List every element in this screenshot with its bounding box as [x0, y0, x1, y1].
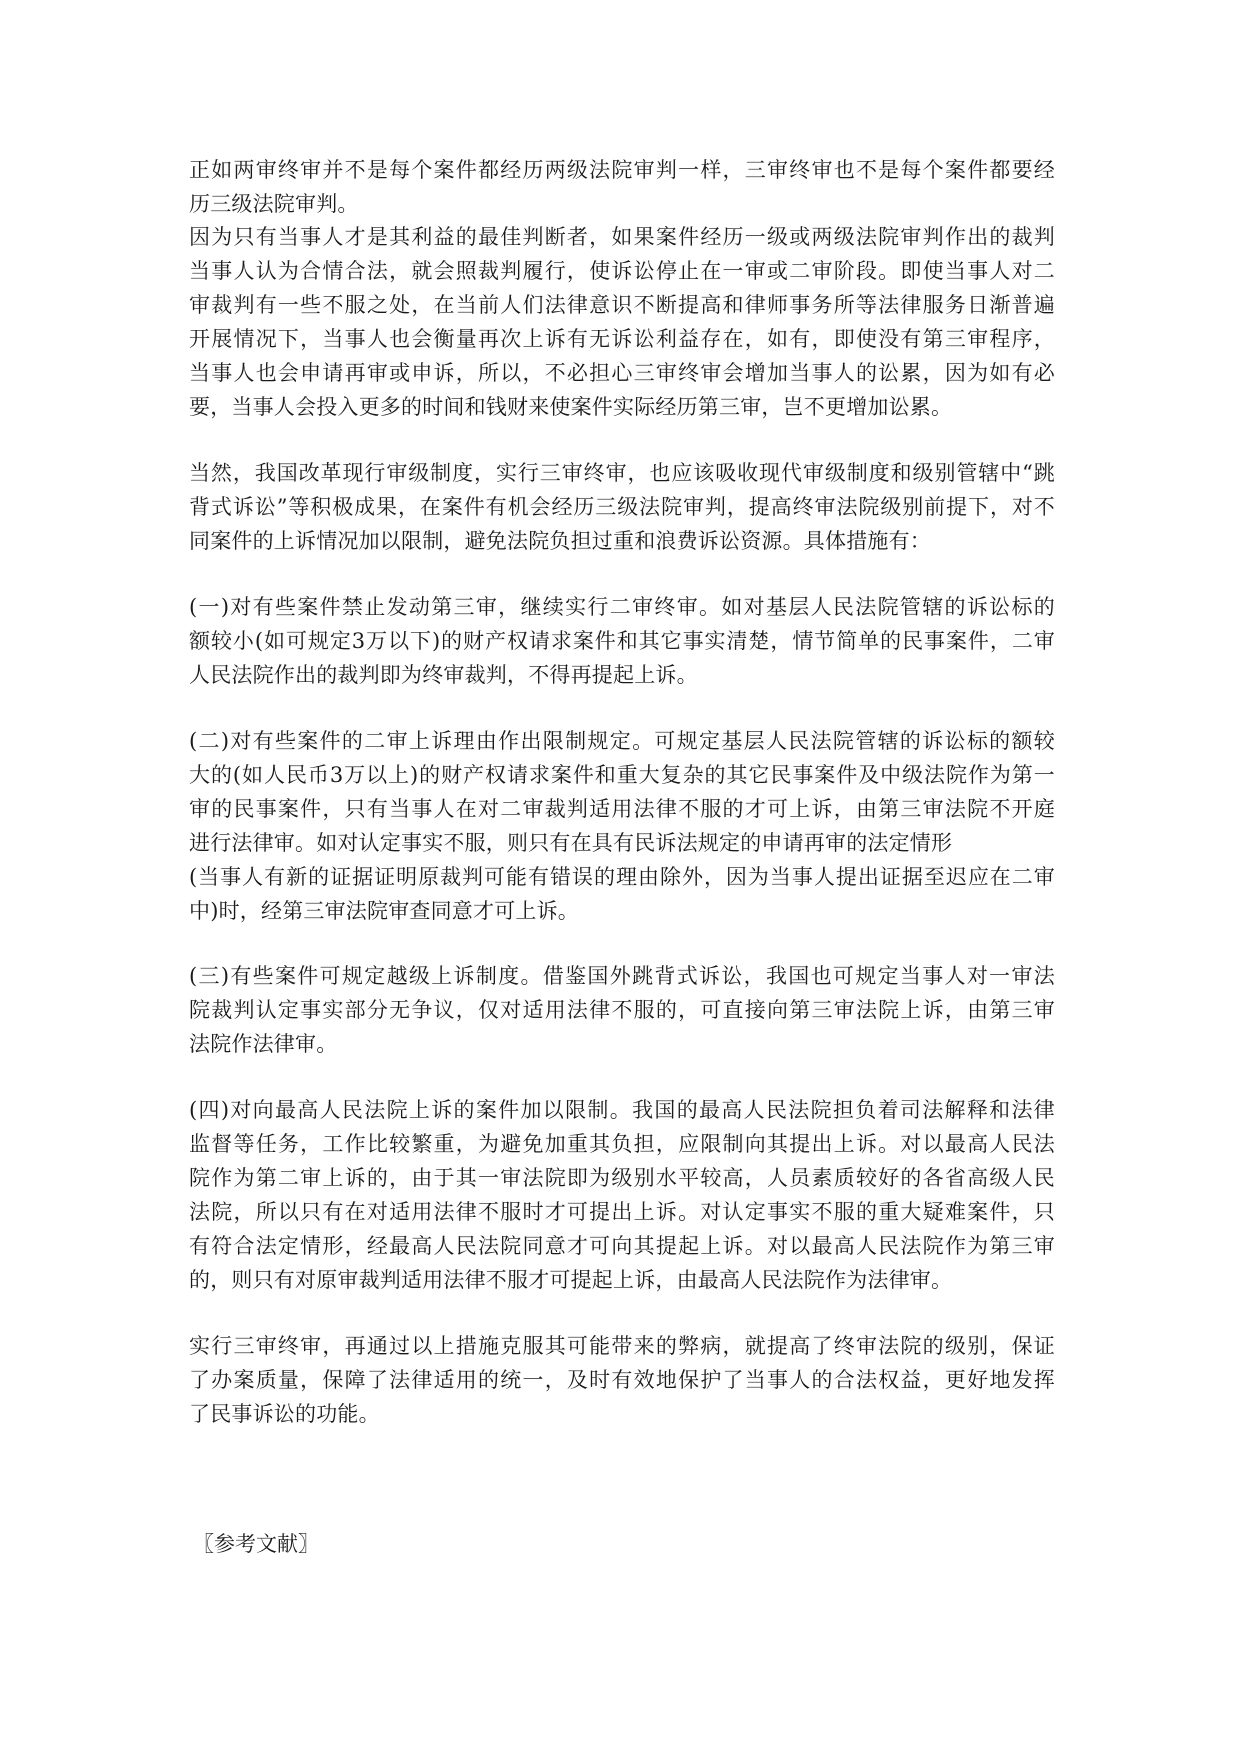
text-line: 因为只有当事人才是其利益的最佳判断者，如果案件经历一级或两级法院审判作出的裁判: [189, 225, 1055, 249]
text-line: 了民事诉讼的功能。: [189, 1402, 380, 1426]
text-line: 监督等任务，工作比较繁重，为避免加重其负担，应限制向其提出上诉。对以最高人民法: [189, 1132, 1055, 1156]
references-heading: 〖参考文献〗: [193, 1532, 319, 1556]
text-line: 同案件的上诉情况加以限制，避免法院负担过重和浪费诉讼资源。具体措施有：: [189, 529, 931, 553]
text-line: 开展情况下，当事人也会衡量再次上诉有无诉讼利益存在，如有，即使没有第三审程序，: [189, 327, 1055, 351]
text-line: 有符合法定情形，经最高人民法院同意才可向其提起上诉。对以最高人民法院作为第三审: [189, 1234, 1055, 1258]
paragraph-3: [189, 456, 1055, 558]
text-line: (当事人有新的证据证明原裁判可能有错误的理由除外，因为当事人提出证据至迟应在二审: [189, 865, 1055, 889]
text-line: 审的民事案件，只有当事人在对二审裁判适用法律不服的才可上诉，由第三审法院不开庭: [189, 797, 1055, 821]
text-line: (四)对向最高人民法院上诉的案件加以限制。我国的最高人民法院担负着司法解释和法律: [189, 1098, 1055, 1122]
text-line: 额较小(如可规定3万以下)的财产权请求案件和其它事实清楚，情节简单的民事案件，二审: [189, 629, 1055, 653]
text-line: 院裁判认定事实部分无争议，仅对适用法律不服的，可直接向第三审法院上诉，由第三审: [189, 998, 1055, 1022]
text-line: 审裁判有一些不服之处，在当前人们法律意识不断提高和律师事务所等法律服务日渐普遍: [189, 293, 1055, 317]
paragraph-4: [189, 590, 1055, 692]
paragraph-2: [189, 220, 1055, 424]
paragraph-5: [189, 724, 1055, 928]
paragraph-8: [189, 1329, 1055, 1431]
text-line: 了办案质量，保障了法律适用的统一，及时有效地保护了当事人的合法权益，更好地发挥: [189, 1368, 1055, 1392]
text-line: 当事人认为合情合法，就会照裁判履行，使诉讼停止在一审或二审阶段。即使当事人对二: [189, 259, 1055, 283]
text-line: 的，则只有对原审裁判适用法律不服才可提起上诉，由最高人民法院作为法律审。: [189, 1268, 953, 1292]
text-line: (二)对有些案件的二审上诉理由作出限制规定。可规定基层人民法院管辖的诉讼标的额较: [189, 729, 1055, 753]
text-line: 正如两审终审并不是每个案件都经历两级法院审判一样，三审终审也不是每个案件都要经: [189, 158, 1055, 182]
text-line: 院作为第二审上诉的，由于其一审法院即为级别水平较高，人员素质较好的各省高级人民: [189, 1166, 1055, 1190]
paragraph-7: [189, 1093, 1055, 1297]
text-line: 历三级法院审判。: [189, 192, 359, 216]
text-line: 进行法律审。如对认定事实不服，则只有在具有民诉法规定的申请再审的法定情形: [189, 831, 953, 855]
paragraph-1: [189, 153, 1055, 221]
text-line: (一)对有些案件禁止发动第三审，继续实行二审终审。如对基层人民法院管辖的诉讼标的: [189, 595, 1055, 619]
text-line: 当然，我国改革现行审级制度，实行三审终审，也应该吸收现代审级制度和级别管辖中“跳: [189, 461, 1055, 485]
text-line: 背式诉讼”等积极成果，在案件有机会经历三级法院审判，提高终审法院级别前提下，对不: [189, 495, 1055, 519]
text-line: 实行三审终审，再通过以上措施克服其可能带来的弊病，就提高了终审法院的级别，保证: [189, 1334, 1055, 1358]
text-line: 大的(如人民币3万以上)的财产权请求案件和重大复杂的其它民事案件及中级法院作为第一: [189, 763, 1055, 787]
text-line: 中)时，经第三审法院审查同意才可上诉。: [189, 899, 579, 923]
text-line: 要，当事人会投入更多的时间和钱财来使案件实际经历第三审，岂不更增加讼累。: [189, 395, 953, 419]
text-line: 法院，所以只有在对适用法律不服时才可提出上诉。对认定事实不服的重大疑难案件，只: [189, 1200, 1055, 1224]
text-line: 人民法院作出的裁判即为终审裁判，不得再提起上诉。: [189, 663, 698, 687]
text-line: 法院作法律审。: [189, 1032, 338, 1056]
text-line: 当事人也会申请再审或申诉，所以，不必担心三审终审会增加当事人的讼累，因为如有必: [189, 361, 1055, 385]
paragraph-6: [189, 959, 1055, 1061]
text-line: (三)有些案件可规定越级上诉制度。借鉴国外跳背式诉讼，我国也可规定当事人对一审法: [189, 964, 1055, 988]
